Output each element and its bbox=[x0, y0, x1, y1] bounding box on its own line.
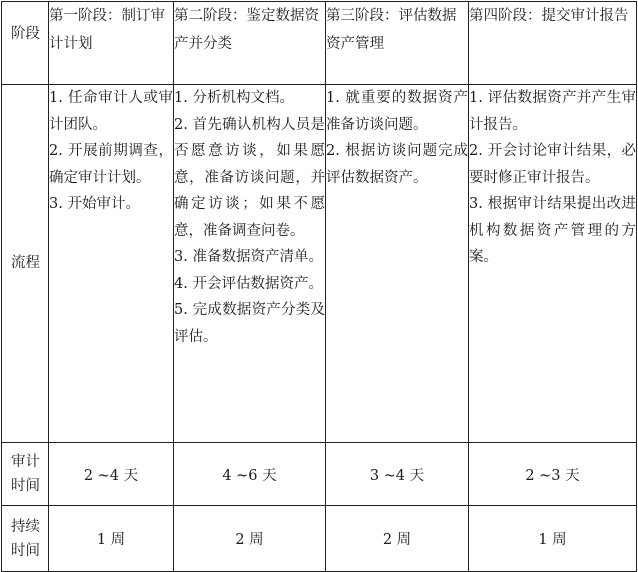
step-item: 1. 就重要的数据资产准备访谈问题。 bbox=[326, 90, 468, 133]
audit-process-table bbox=[1, 1, 637, 572]
duration-label: 持续 时间 bbox=[2, 506, 49, 572]
phase-4-steps bbox=[469, 85, 637, 443]
phase-4-title: 第四阶段：提交审计报告 bbox=[469, 2, 637, 85]
flow-row bbox=[2, 85, 637, 443]
phase-1-title: 第一阶段：制订审计计划 bbox=[49, 2, 174, 85]
audit-time-label: 审计 时间 bbox=[2, 443, 49, 506]
flow-label: 流程 bbox=[2, 85, 49, 443]
step-item: 1. 任命审计人或审计团队。 bbox=[49, 90, 173, 133]
audit-time-row bbox=[2, 443, 637, 506]
phase-1-steps bbox=[49, 85, 174, 443]
step-item: 2. 开会讨论审计结果，必要时修正审计报告。 bbox=[469, 143, 636, 186]
audit-time-value: 2 ~3 天 bbox=[469, 443, 637, 506]
step-item: 3. 准备数据资产清单。 bbox=[174, 249, 323, 265]
audit-time-value: 4 ~6 天 bbox=[174, 443, 326, 506]
step-item: 1. 分析机构文档。 bbox=[174, 90, 294, 106]
step-item: 2. 根据访谈问题完成评估数据资产。 bbox=[326, 143, 468, 186]
header-row bbox=[2, 2, 637, 85]
phase-3-title: 第三阶段：评估数据资产管理 bbox=[326, 2, 469, 85]
step-item: 3. 根据审计结果提出改进机构数据资产管理的方案。 bbox=[469, 196, 636, 265]
phase-2-title: 第二阶段：鉴定数据资产并分类 bbox=[174, 2, 326, 85]
phase-3-steps bbox=[326, 85, 469, 443]
step-item: 2. 开展前期调查，确定审计计划。 bbox=[49, 143, 173, 186]
duration-value: 1 周 bbox=[49, 506, 174, 572]
duration-value: 1 周 bbox=[469, 506, 637, 572]
stage-label: 阶段 bbox=[2, 2, 49, 85]
phase-2-steps bbox=[174, 85, 326, 443]
step-item: 1. 评估数据资产并产生审计报告。 bbox=[469, 90, 636, 133]
step-item: 2. 首先确认机构人员是否愿意访谈，如果愿意，准备访谈问题，并确定访谈；如果不愿意，准备调查问卷。 bbox=[174, 116, 325, 239]
step-item: 4. 开会评估数据资产。 bbox=[174, 275, 323, 292]
step-item: 5. 完成数据资产分类及评估。 bbox=[174, 302, 325, 345]
step-item: 3. 开始审计。 bbox=[49, 196, 140, 212]
duration-value: 2 周 bbox=[174, 506, 326, 572]
audit-time-value: 2 ~4 天 bbox=[49, 443, 174, 506]
duration-value: 2 周 bbox=[326, 506, 469, 572]
audit-time-value: 3 ~4 天 bbox=[326, 443, 469, 506]
